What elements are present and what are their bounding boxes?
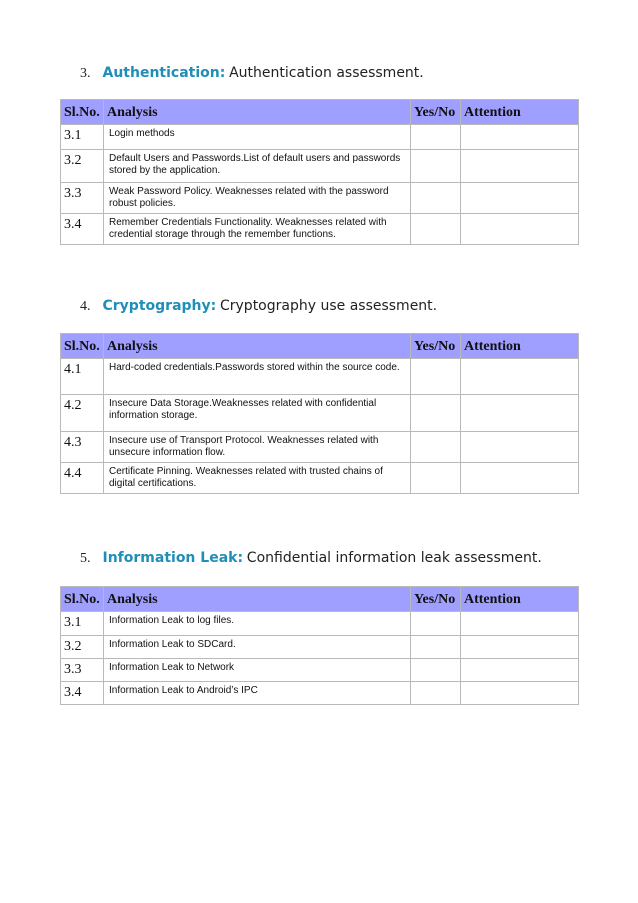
row-analysis: Information Leak to log files. xyxy=(104,612,411,636)
section-keyword: Cryptography: xyxy=(102,298,217,314)
table-row xyxy=(61,183,579,214)
attention-cell[interactable] xyxy=(461,359,579,395)
header-analysis: Analysis xyxy=(104,100,411,125)
attention-cell[interactable] xyxy=(461,612,579,636)
row-id: 4.3 xyxy=(61,432,104,463)
yesno-cell[interactable] xyxy=(411,125,461,150)
yesno-cell[interactable] xyxy=(411,636,461,659)
yesno-cell[interactable] xyxy=(411,463,461,494)
row-id: 3.1 xyxy=(61,125,104,150)
table-header-row xyxy=(61,587,579,612)
section-description: Authentication assessment. xyxy=(229,65,424,81)
attention-cell[interactable] xyxy=(461,150,579,183)
header-attention: Attention xyxy=(461,334,579,359)
section-keyword: Authentication: xyxy=(102,65,226,81)
yesno-cell[interactable] xyxy=(411,183,461,214)
attention-cell[interactable] xyxy=(461,395,579,432)
row-id: 3.3 xyxy=(61,659,104,682)
yesno-cell[interactable] xyxy=(411,432,461,463)
attention-cell[interactable] xyxy=(461,682,579,705)
row-id: 4.1 xyxy=(61,359,104,395)
section-heading-authentication xyxy=(80,64,424,83)
row-analysis: Information Leak to SDCard. xyxy=(104,636,411,659)
attention-cell[interactable] xyxy=(461,432,579,463)
table-row xyxy=(61,214,579,245)
table-row xyxy=(61,359,579,395)
row-id: 3.4 xyxy=(61,214,104,245)
table-row xyxy=(61,150,579,183)
yesno-cell[interactable] xyxy=(411,612,461,636)
header-analysis: Analysis xyxy=(104,587,411,612)
section-description: Cryptography use assessment. xyxy=(219,298,438,314)
table-row xyxy=(61,612,579,636)
section-number: 4. xyxy=(80,299,91,314)
authentication-table xyxy=(60,99,579,245)
row-id: 3.2 xyxy=(61,636,104,659)
row-id: 4.2 xyxy=(61,395,104,432)
row-analysis: Default Users and Passwords.List of default users and passwords stored by the application. xyxy=(104,150,411,183)
yesno-cell[interactable] xyxy=(411,359,461,395)
section-number: 5. xyxy=(80,551,91,566)
table-header-row xyxy=(61,334,579,359)
row-analysis: Information Leak to Android’s IPC xyxy=(104,682,411,705)
header-yesno: Yes/No xyxy=(411,334,461,359)
table-row xyxy=(61,659,579,682)
yesno-cell[interactable] xyxy=(411,682,461,705)
yesno-cell[interactable] xyxy=(411,150,461,183)
attention-cell[interactable] xyxy=(461,659,579,682)
row-analysis: Information Leak to Network xyxy=(104,659,411,682)
section-description: Confidential information leak assessment. xyxy=(246,550,542,566)
information-leak-table xyxy=(60,586,579,705)
row-analysis: Weak Password Policy. Weaknesses related with the password robust policies. xyxy=(104,183,411,214)
row-id: 3.3 xyxy=(61,183,104,214)
attention-cell[interactable] xyxy=(461,125,579,150)
table-header-row xyxy=(61,100,579,125)
row-analysis: Insecure use of Transport Protocol. Weaknesses related with unsecure information flow. xyxy=(104,432,411,463)
section-heading-information-leak xyxy=(80,549,542,568)
header-attention: Attention xyxy=(461,100,579,125)
row-analysis: Insecure Data Storage.Weaknesses related with confidential information storage. xyxy=(104,395,411,432)
table-row xyxy=(61,463,579,494)
section-keyword: Information Leak: xyxy=(102,550,244,566)
row-id: 3.2 xyxy=(61,150,104,183)
table-row xyxy=(61,125,579,150)
row-analysis: Login methods xyxy=(104,125,411,150)
yesno-cell[interactable] xyxy=(411,395,461,432)
section-heading-cryptography xyxy=(80,297,437,316)
row-analysis: Hard-coded credentials.Passwords stored within the source code. xyxy=(104,359,411,395)
header-yesno: Yes/No xyxy=(411,587,461,612)
table-row xyxy=(61,395,579,432)
table-row xyxy=(61,682,579,705)
header-analysis: Analysis xyxy=(104,334,411,359)
header-slno: Sl.No. xyxy=(61,334,104,359)
yesno-cell[interactable] xyxy=(411,214,461,245)
header-yesno: Yes/No xyxy=(411,100,461,125)
table-row xyxy=(61,432,579,463)
attention-cell[interactable] xyxy=(461,636,579,659)
row-analysis: Certificate Pinning. Weaknesses related with trusted chains of digital certifications. xyxy=(104,463,411,494)
header-slno: Sl.No. xyxy=(61,587,104,612)
header-attention: Attention xyxy=(461,587,579,612)
attention-cell[interactable] xyxy=(461,183,579,214)
table-row xyxy=(61,636,579,659)
row-id: 3.1 xyxy=(61,612,104,636)
row-id: 3.4 xyxy=(61,682,104,705)
section-number: 3. xyxy=(80,66,91,81)
row-analysis: Remember Credentials Functionality. Weaknesses related with credential storage through the remember functions. xyxy=(104,214,411,245)
cryptography-table xyxy=(60,333,579,494)
row-id: 4.4 xyxy=(61,463,104,494)
attention-cell[interactable] xyxy=(461,463,579,494)
attention-cell[interactable] xyxy=(461,214,579,245)
yesno-cell[interactable] xyxy=(411,659,461,682)
header-slno: Sl.No. xyxy=(61,100,104,125)
